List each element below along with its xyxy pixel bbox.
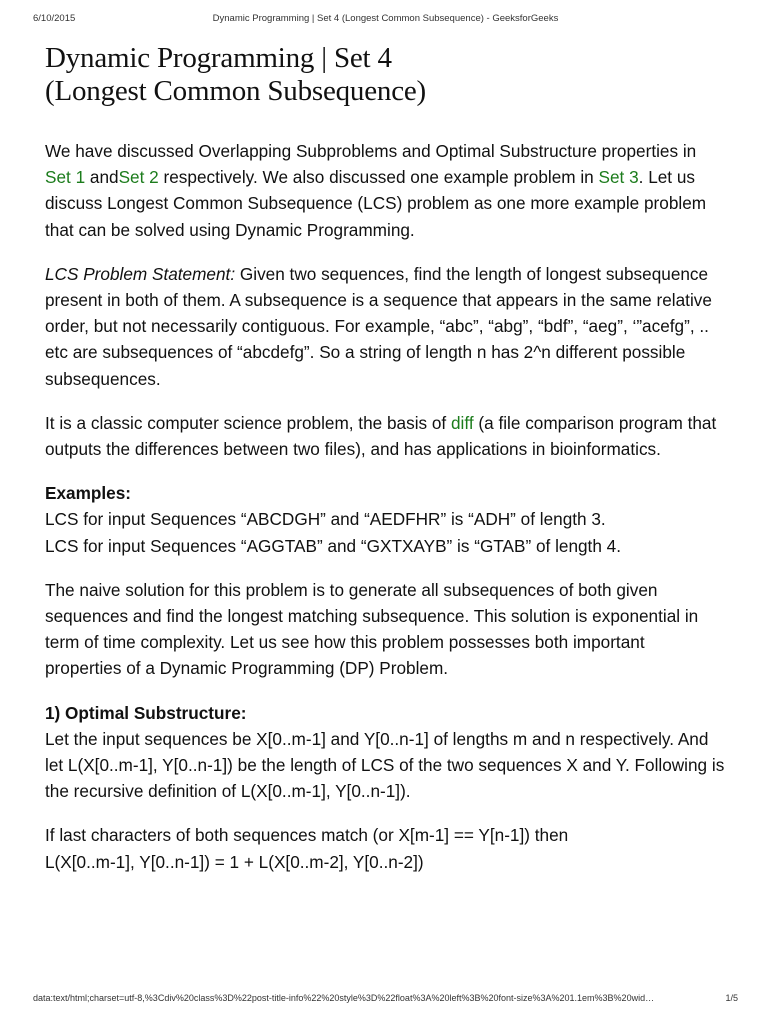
recurrence-line-1: If last characters of both sequences match (or X[m-1] == Y[n-1]) then [45,825,569,846]
classic-text-2: (a file comparison program that outputs the differences between two files), and has applications in bioinformatics. [45,412,717,460]
examples-heading: Examples: [45,483,131,504]
diff-link[interactable]: diff [451,412,474,433]
print-header [33,13,738,27]
problem-statement-text: Given two sequences, find the length of longest subsequence present in both of them. A subsequence is a sequence that appears in the same relative order, but not necessarily contiguous. For example, “abc”, “abg”, “bdf”, “aeg”, ‘”acefg”, .. etc are subsequences of “abcdefg”. So a string of length n has 2^n different possible subsequences. [45,263,712,389]
recurrence-paragraph [45,822,725,874]
recurrence-line-2: L(X[0..m-1], Y[0..n-1]) = 1 + L(X[0..m-2], Y[0..n-2]) [45,851,424,872]
page-number: 1/5 [725,993,738,1003]
classic-problem-paragraph [45,410,725,462]
intro-text-3: respectively. We also discussed one example problem in [158,167,599,188]
print-footer [33,993,738,1007]
naive-solution-paragraph: The naive solution for this problem is to generate all subsequences of both given sequences and find the longest matching subsequence. This solution is exponential in term of time complexity. Let us see how this problem possesses both important properties of a Dynamic Programming (DP) Problem. [45,579,699,679]
set-2-link[interactable]: Set 2 [118,167,159,188]
optimal-substructure-heading: 1) Optimal Substructure: [45,702,247,723]
article-title-line2: (Longest Common Subsequence) [45,75,427,107]
intro-paragraph [45,138,725,243]
intro-text-1: We have discussed Overlapping Subproblems and Optimal Substructure properties in [45,141,697,161]
problem-statement-label: LCS Problem Statement: [45,263,236,284]
set-1-link[interactable]: Set 1 [45,167,86,188]
intro-text-2: and [85,167,119,188]
article-content [45,42,725,875]
article-title [45,42,725,108]
problem-statement-paragraph [45,261,725,392]
classic-text-1: It is a classic computer science problem, the basis of [45,412,451,433]
set-3-link[interactable]: Set 3 [598,167,639,188]
print-page-title: Dynamic Programming | Set 4 (Longest Common Subsequence) - GeeksforGeeks [212,13,559,24]
print-source-url: data:text/html;charset=utf-8,%3Cdiv%20class%3D%22post-title-info%22%20style%3D%22float%3A%20left%3B%20font-size%3A%201.1em%3B%20wid… [33,993,655,1003]
article-title-line1: Dynamic Programming | Set 4 [45,42,392,74]
optimal-substructure-block [45,700,725,805]
examples-block [45,480,725,559]
intro-text-4: . Let us discuss Longest Common Subsequence (LCS) problem as one more example problem that can be solved using Dynamic Programming. [45,167,707,240]
print-date: 6/10/2015 [33,13,76,24]
example-line-1: LCS for input Sequences “ABCDGH” and “AEDFHR” is “ADH” of length 3. [45,509,606,530]
optimal-substructure-text: Let the input sequences be X[0..m-1] and Y[0..n-1] of lengths m and n respectively. And let L(X[0..m-1], Y[0..n-1]) be the length of LCS of the two sequences X and Y. Following is the recursive definition of L(X[0..m-1], Y[0..n-1]). [45,728,725,802]
example-line-2: LCS for input Sequences “AGGTAB” and “GXTXAYB” is “GTAB” of length 4. [45,535,622,556]
